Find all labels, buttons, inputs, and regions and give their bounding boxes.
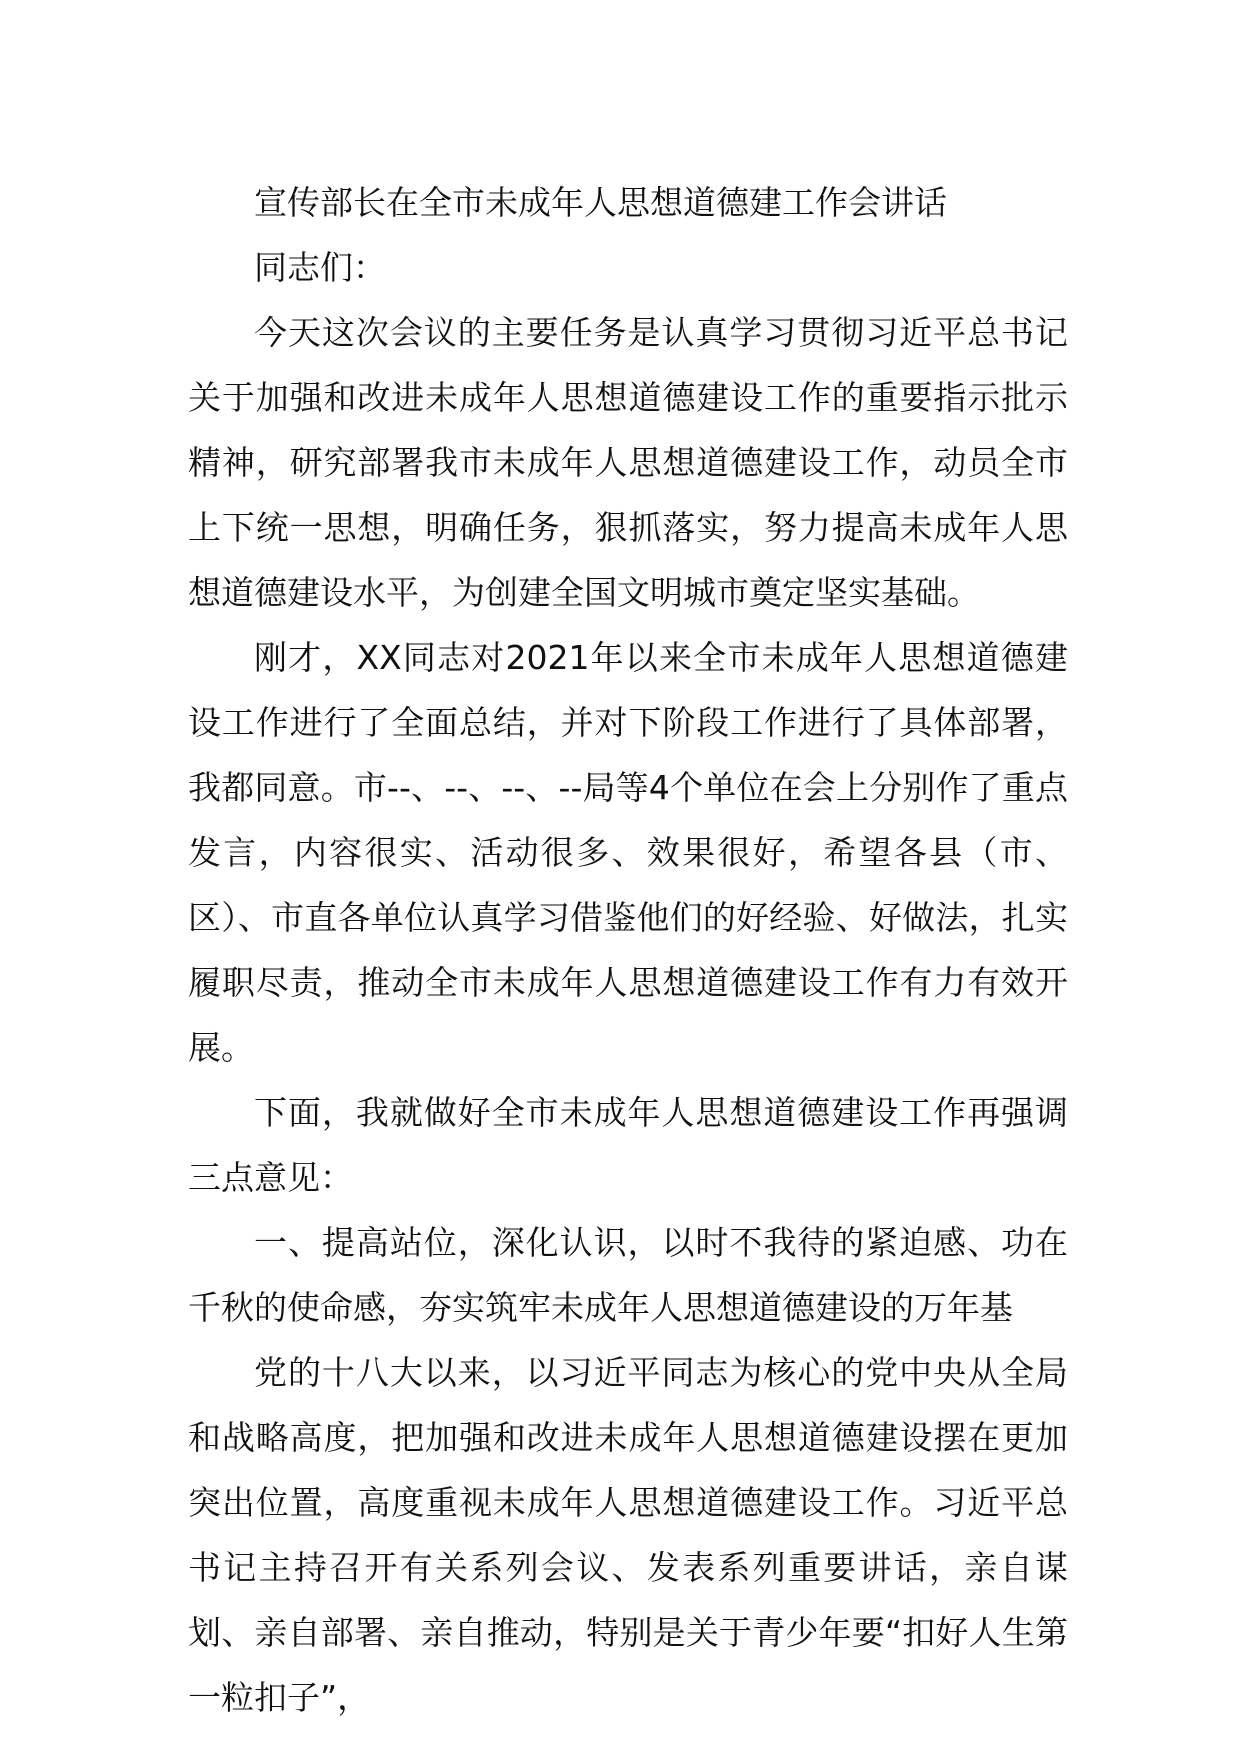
document-body [188,170,1068,1730]
paragraph-intro: 今天这次会议的主要任务是认真学习贯彻习近平总书记关于加强和改进未成年人思想道德建设工作的重要指示批示精神，研究部署我市未成年人思想道德建设工作，动员全市上下统一思想，明确任务，狠抓落实，努力提高未成年人思想道德建设水平，为创建全国文明城市奠定坚实基础。 [188,313,1068,612]
paragraph-section-1: 党的十八大以来，以习近平同志为核心的党中央从全局和战略高度，把加强和改进未成年人思想道德建设摆在更加突出位置，高度重视未成年人思想道德建设工作。习近平总书记主持召开有关系列会议、发表系列重要讲话，亲自谋划、亲自部署、亲自推动，特别是关于青少年要“扣好人生第一粒扣子”， [188,1353,1068,1717]
salutation: 同志们： [254,248,386,287]
paragraph-review: 刚才，XX同志对2021年以来全市未成年人思想道德建设工作进行了全面总结，并对下阶段工作进行了具体部署，我都同意。市--、--、--、--局等4个单位在会上分别作了重点发言，内容很实、活动很多、效果很好，希望各县（市、区）、市直各单位认真学习借鉴他们的好经验、好做法，扎实履职尽责，推动全市未成年人思想道德建设工作有力有效开展。 [188,638,1068,1067]
document-title: 宣传部长在全市未成年人思想道德建工作会讲话 [254,183,947,222]
section-heading-1: 一、提高站位，深化认识，以时不我待的紧迫感、功在千秋的使命感，夯实筑牢未成年人思想道德建设的万年基 [188,1223,1068,1327]
paragraph-transition: 下面，我就做好全市未成年人思想道德建设工作再强调三点意见： [188,1093,1068,1197]
